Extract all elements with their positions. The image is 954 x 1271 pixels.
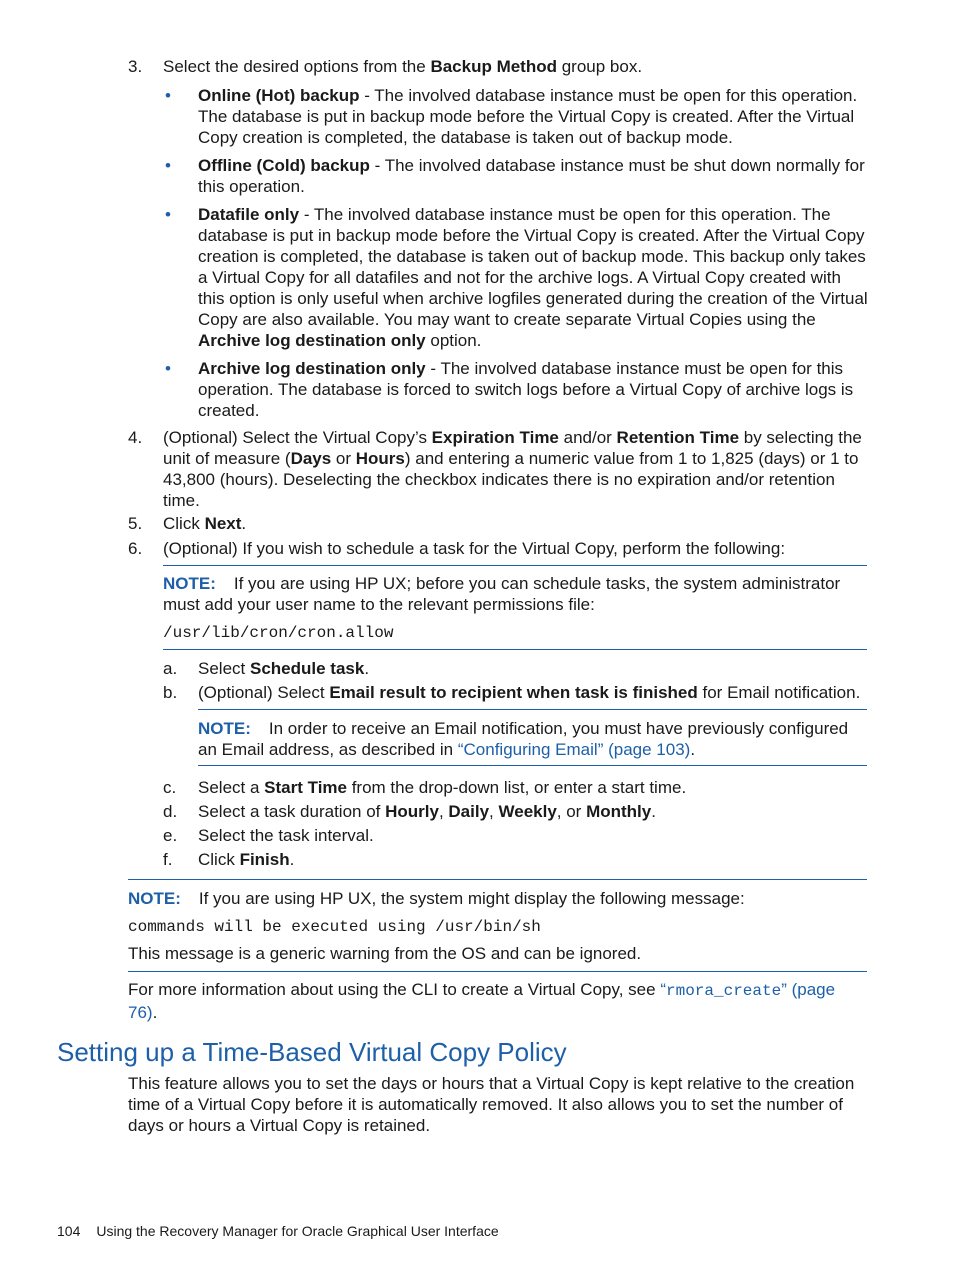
step-6-number: 6. — [128, 539, 143, 558]
bullet-marker: • — [165, 156, 171, 175]
substep-b-text: (Optional) Select Email result to recipient when task is finished for Email notification. — [198, 683, 861, 702]
bullet-marker: • — [165, 205, 171, 224]
note-3-bottom-rule — [128, 971, 867, 972]
substep-d-text: Select a task duration of Hourly, Daily, Weekly, or Monthly. — [198, 802, 656, 821]
section-heading: Setting up a Time-Based Virtual Copy Policy — [57, 1037, 567, 1067]
configuring-email-link[interactable]: “Configuring Email” (page 103) — [457, 740, 691, 759]
step-4-text: (Optional) Select the Virtual Copy’s Expiration Time and/or Retention Time by selecting the unit of measure (Days or Hours) and entering a numeric value from 1 to 1,825 (days) or 1 to 43,800 (hours). Deselecting the checkbox indicates there is no expiration and/or retention time. — [163, 428, 862, 510]
bullet-datafile-only: Datafile only - The involved database instance must be open for this operation. The database is put in backup mode before the Virtual Copy is created. After the Virtual Copy creation is completed, the database is taken out of backup mode. This backup only takes a Virtual Copy for all datafiles and not for the archive logs. A Virtual Copy created with this option is only useful when archive logfiles generated during the creation of the Virtual Copy are also available. You may want to create separate Virtual Copies using the Archive log destination only option. — [198, 205, 868, 350]
note-label: NOTE: — [163, 574, 216, 593]
note-1-text: NOTE: If you are using HP UX; before you can schedule tasks, the system administrator must add your user name to the relevant permissions file: — [163, 574, 841, 614]
section-paragraph: This feature allows you to set the days or hours that a Virtual Copy is kept relative to the creation time of a Virtual Copy before it is automatically removed. It also allows you to set the number of days or hours a Virtual Copy is retained. — [128, 1074, 855, 1135]
note-3-code: commands will be executed using /usr/bin/sh — [128, 918, 541, 936]
note-1-code: /usr/lib/cron/cron.allow — [163, 624, 394, 642]
bullet-archive-log-destination-only: Archive log destination only - The involved database instance must be open for this operation. The database is forced to switch logs before a Virtual Copy of archive logs is created. — [198, 359, 854, 420]
step-4-number: 4. — [128, 428, 143, 447]
note-label: NOTE: — [198, 719, 251, 738]
bullet-marker: • — [165, 359, 171, 378]
note-3-after-text: This message is a generic warning from the OS and can be ignored. — [128, 944, 642, 963]
rmora-create-link[interactable]: “rmora_create” (page 76) — [128, 980, 836, 1022]
bullet-marker: • — [165, 86, 171, 105]
step-5-number: 5. — [128, 514, 143, 533]
substep-f-text: Click Finish. — [198, 850, 295, 869]
substep-d-letter: d. — [163, 802, 178, 821]
step-3-number: 3. — [128, 57, 143, 76]
note-2-bottom-rule — [198, 765, 867, 766]
note-label: NOTE: — [128, 889, 181, 908]
substep-e-letter: e. — [163, 826, 178, 845]
bullet-offline-cold-backup: Offline (Cold) backup - The involved database instance must be shut down normally for this operation. — [198, 156, 865, 196]
note-1-top-rule — [163, 565, 867, 566]
substep-a-text: Select Schedule task. — [198, 659, 370, 678]
step-3-text: Select the desired options from the Backup Method group box. — [163, 57, 643, 76]
bullet-online-hot-backup: Online (Hot) backup - The involved database instance must be open for this operation. The database is put in backup mode before the Virtual Copy is created. After the Virtual Copy creation is completed, the database is taken out of backup mode. — [198, 86, 858, 147]
step-6-text: (Optional) If you wish to schedule a task for the Virtual Copy, perform the following: — [163, 539, 786, 558]
page-number: 104 — [57, 1223, 81, 1239]
substep-e-text: Select the task interval. — [198, 826, 374, 845]
note-2-text: NOTE: In order to receive an Email notification, you must have previously configured an Email address, as described in “Configuring Email” (page 103). — [198, 719, 849, 759]
substep-a-letter: a. — [163, 659, 178, 678]
substep-b-letter: b. — [163, 683, 178, 702]
note-2-top-rule — [198, 709, 867, 710]
note-1-bottom-rule — [163, 649, 867, 650]
substep-c-letter: c. — [163, 778, 177, 797]
footer-title: Using the Recovery Manager for Oracle Graphical User Interface — [96, 1223, 499, 1239]
note-3-text: NOTE: If you are using HP UX, the system might display the following message: — [128, 889, 745, 908]
step-5-text: Click Next. — [163, 514, 247, 533]
substep-f-letter: f. — [163, 850, 173, 869]
note-3-top-rule — [128, 879, 867, 880]
page-footer — [57, 1222, 499, 1240]
substep-c-text: Select a Start Time from the drop-down list, or enter a start time. — [198, 778, 687, 797]
cli-reference-paragraph: For more information about using the CLI to create a Virtual Copy, see “rmora_create” (page 76). — [128, 980, 836, 1022]
